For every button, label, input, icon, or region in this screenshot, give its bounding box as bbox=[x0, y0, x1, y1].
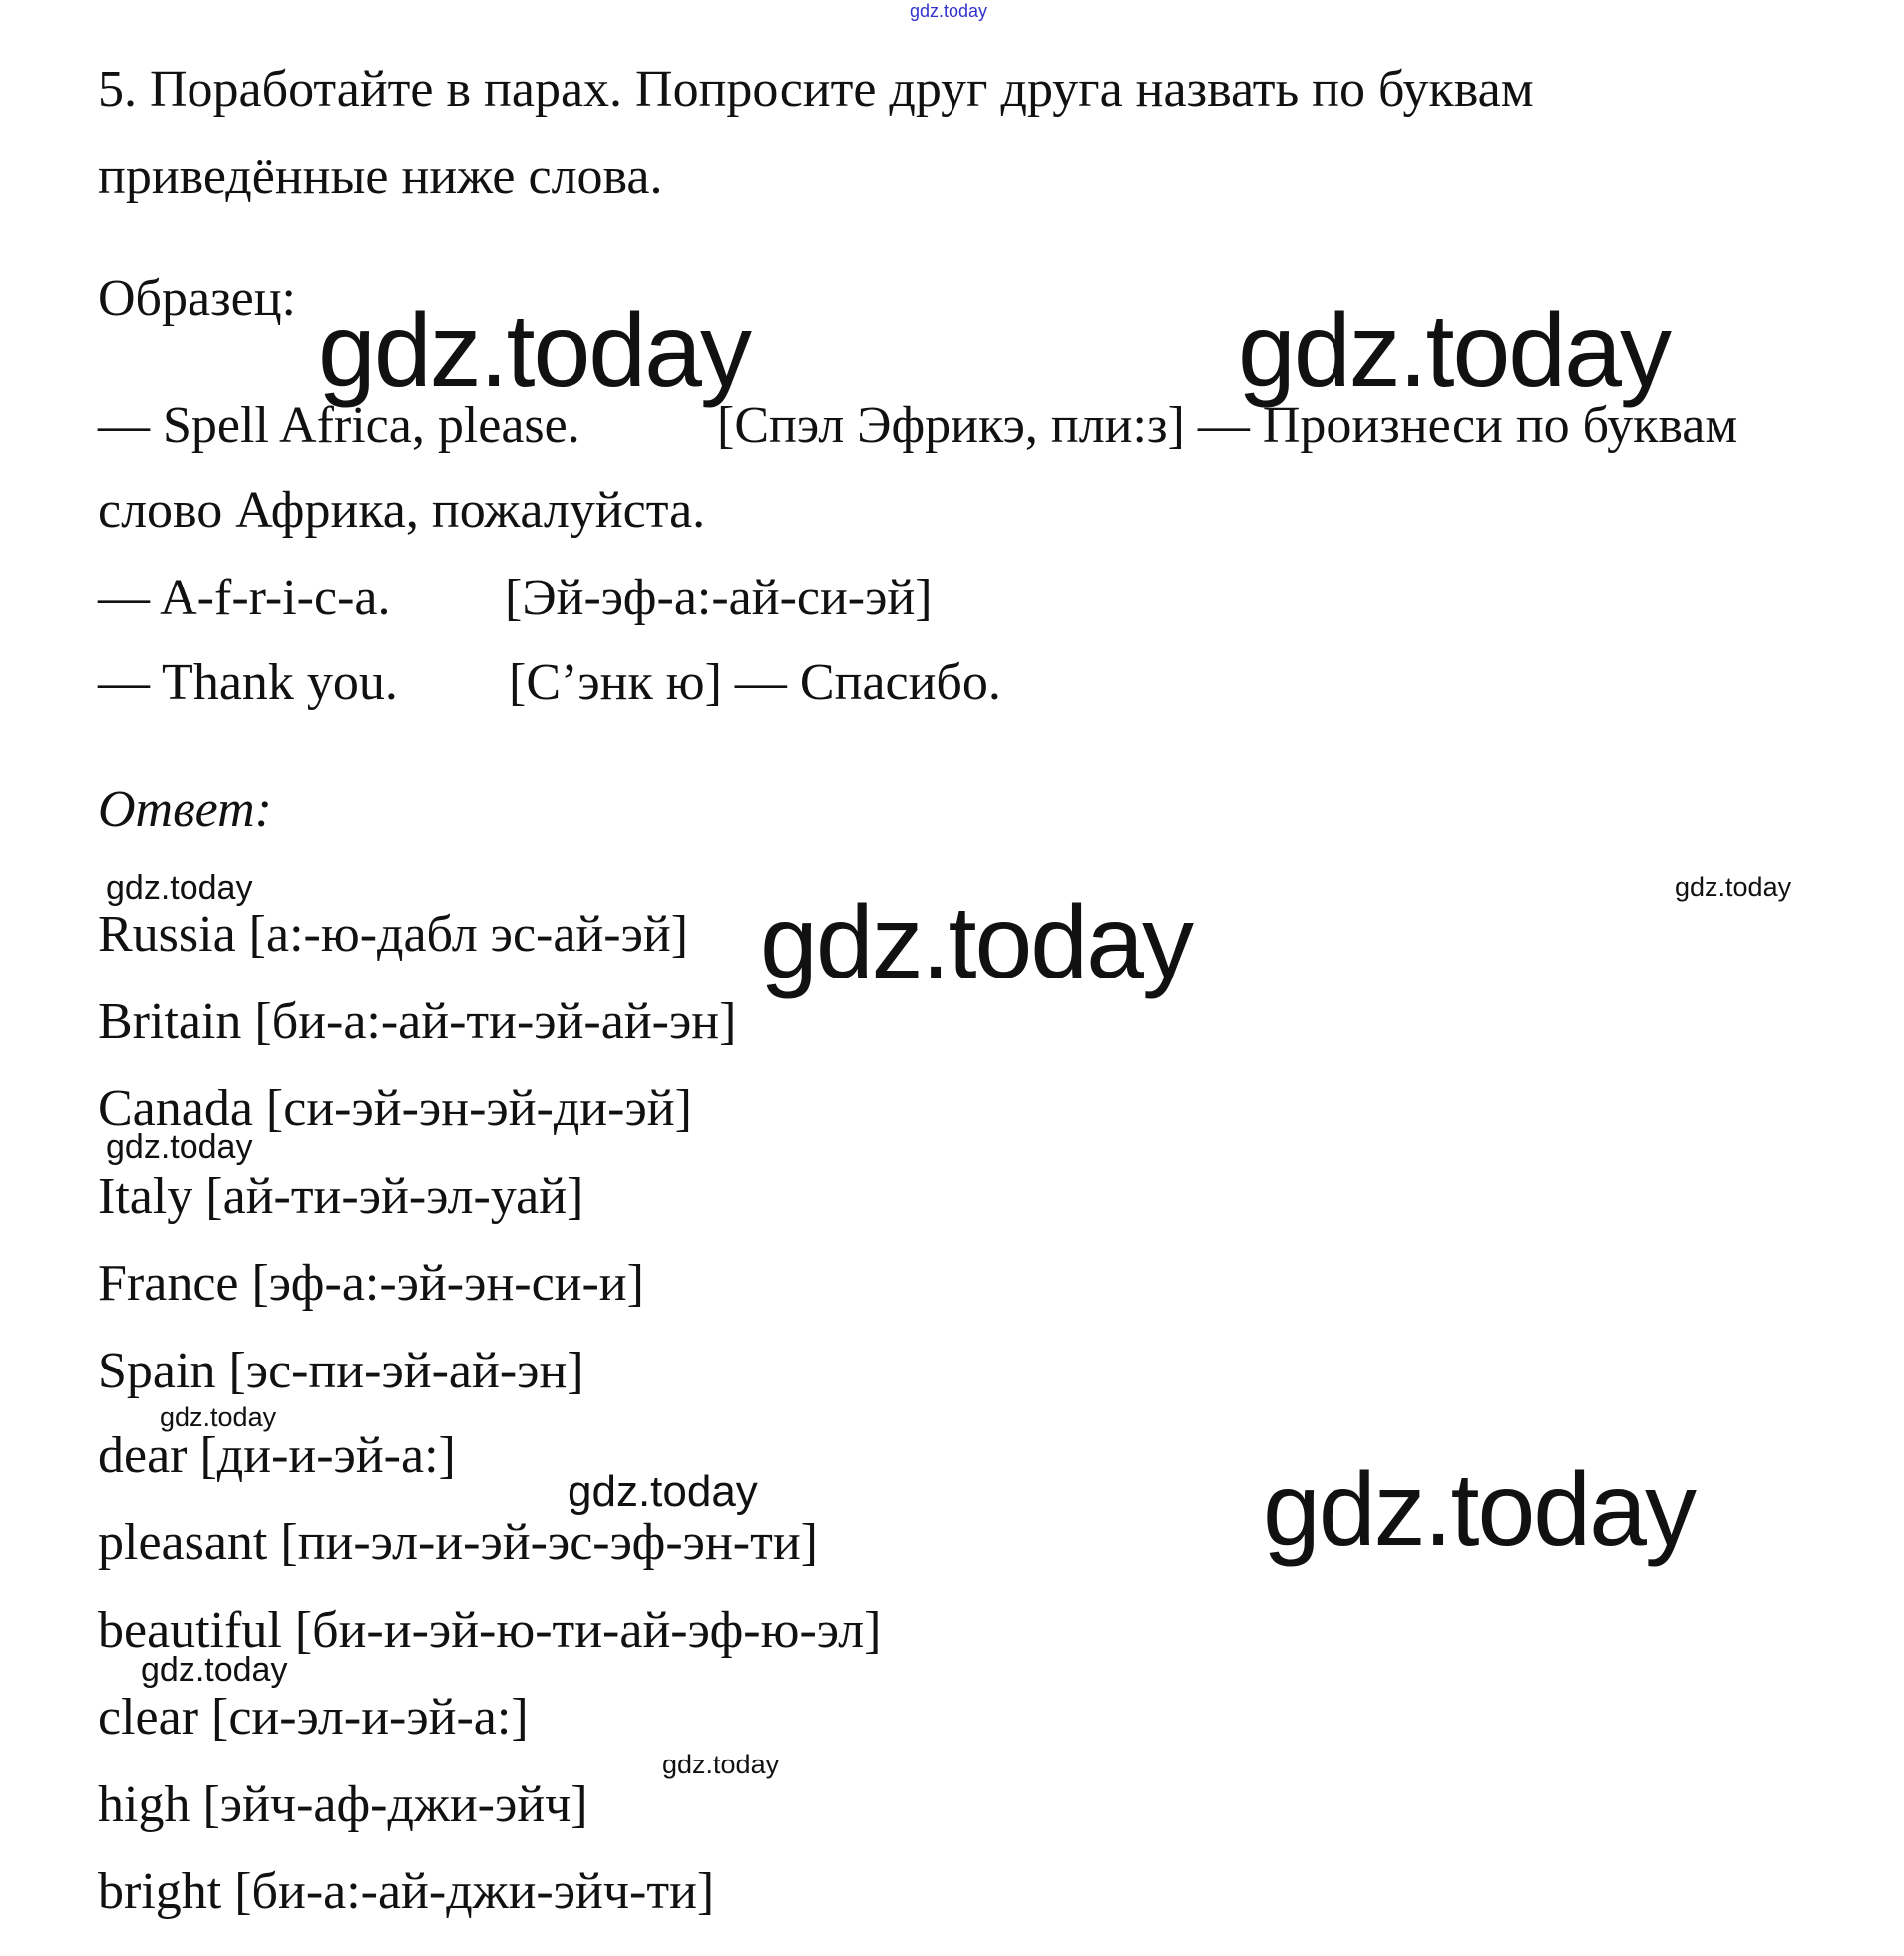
sample-thanks-tr: [С’энк ю] — Спасибо. bbox=[509, 654, 1001, 711]
sample-thanks-en: — Thank you. bbox=[98, 654, 398, 711]
watermark: gdz.today bbox=[318, 293, 750, 409]
answer-item: high [эйч-аф-джи-эйч] bbox=[98, 1776, 588, 1833]
task-line-2: приведённые ниже слова. bbox=[98, 148, 663, 204]
answer-item: Spain [эс-пи-эй-ай-эн] bbox=[98, 1343, 584, 1399]
sample-letters-tr: [Эй-эф-а:-ай-си-эй] bbox=[505, 570, 933, 626]
answer-item: Britain [би-а:-ай-ти-эй-ай-эн] bbox=[98, 993, 737, 1050]
task-line-1: 5. Поработайте в парах. Попросите друг друга назвать по буквам bbox=[98, 61, 1534, 118]
watermark: gdz.today bbox=[1263, 1452, 1695, 1568]
sample-spell-tr: [Спэл Эфрикэ, пли:з] — Произнеси по буквам bbox=[717, 397, 1738, 454]
sample-spell-en: — Spell Africa, please. bbox=[98, 397, 580, 454]
watermark: gdz.today bbox=[760, 885, 1192, 1000]
answer-item: beautiful [би-и-эй-ю-ти-ай-эф-ю-эл] bbox=[98, 1602, 882, 1659]
answer-label: Ответ: bbox=[98, 781, 272, 838]
watermark: gdz.today bbox=[1238, 293, 1670, 409]
watermark: gdz.today bbox=[106, 1128, 253, 1166]
sample-thanks-line bbox=[98, 653, 1001, 713]
answer-item: bright [би-а:-ай-джи-эйч-ти] bbox=[98, 1863, 715, 1920]
watermark: gdz.today bbox=[662, 1750, 780, 1779]
watermark: gdz.today bbox=[106, 869, 253, 907]
watermark: gdz.today bbox=[160, 1402, 277, 1432]
sample-letters-en: — A-f-r-i-c-a. bbox=[98, 570, 391, 626]
watermark: gdz.today bbox=[1675, 872, 1792, 902]
watermark: gdz.today bbox=[568, 1467, 758, 1516]
sample-label: Образец: bbox=[98, 270, 296, 327]
watermark-top: gdz.today bbox=[910, 1, 988, 21]
answer-item: Russia [а:-ю-дабл эс-ай-эй] bbox=[98, 906, 689, 963]
answer-item: dear [ди-и-эй-а:] bbox=[98, 1427, 456, 1484]
watermark: gdz.today bbox=[141, 1651, 288, 1689]
sample-letters-line bbox=[98, 569, 933, 628]
answer-item: Italy [ай-ти-эй-эл-уай] bbox=[98, 1168, 584, 1225]
answer-item: Canada [си-эй-эн-эй-ди-эй] bbox=[98, 1080, 692, 1137]
answer-item: clear [си-эл-и-эй-а:] bbox=[98, 1689, 529, 1746]
answer-item: pleasant [пи-эл-и-эй-эс-эф-эн-ти] bbox=[98, 1514, 818, 1571]
sample-spell-tr2: слово Африка, пожалуйста. bbox=[98, 482, 706, 539]
answer-item: France [эф-а:-эй-эн-си-и] bbox=[98, 1255, 644, 1312]
